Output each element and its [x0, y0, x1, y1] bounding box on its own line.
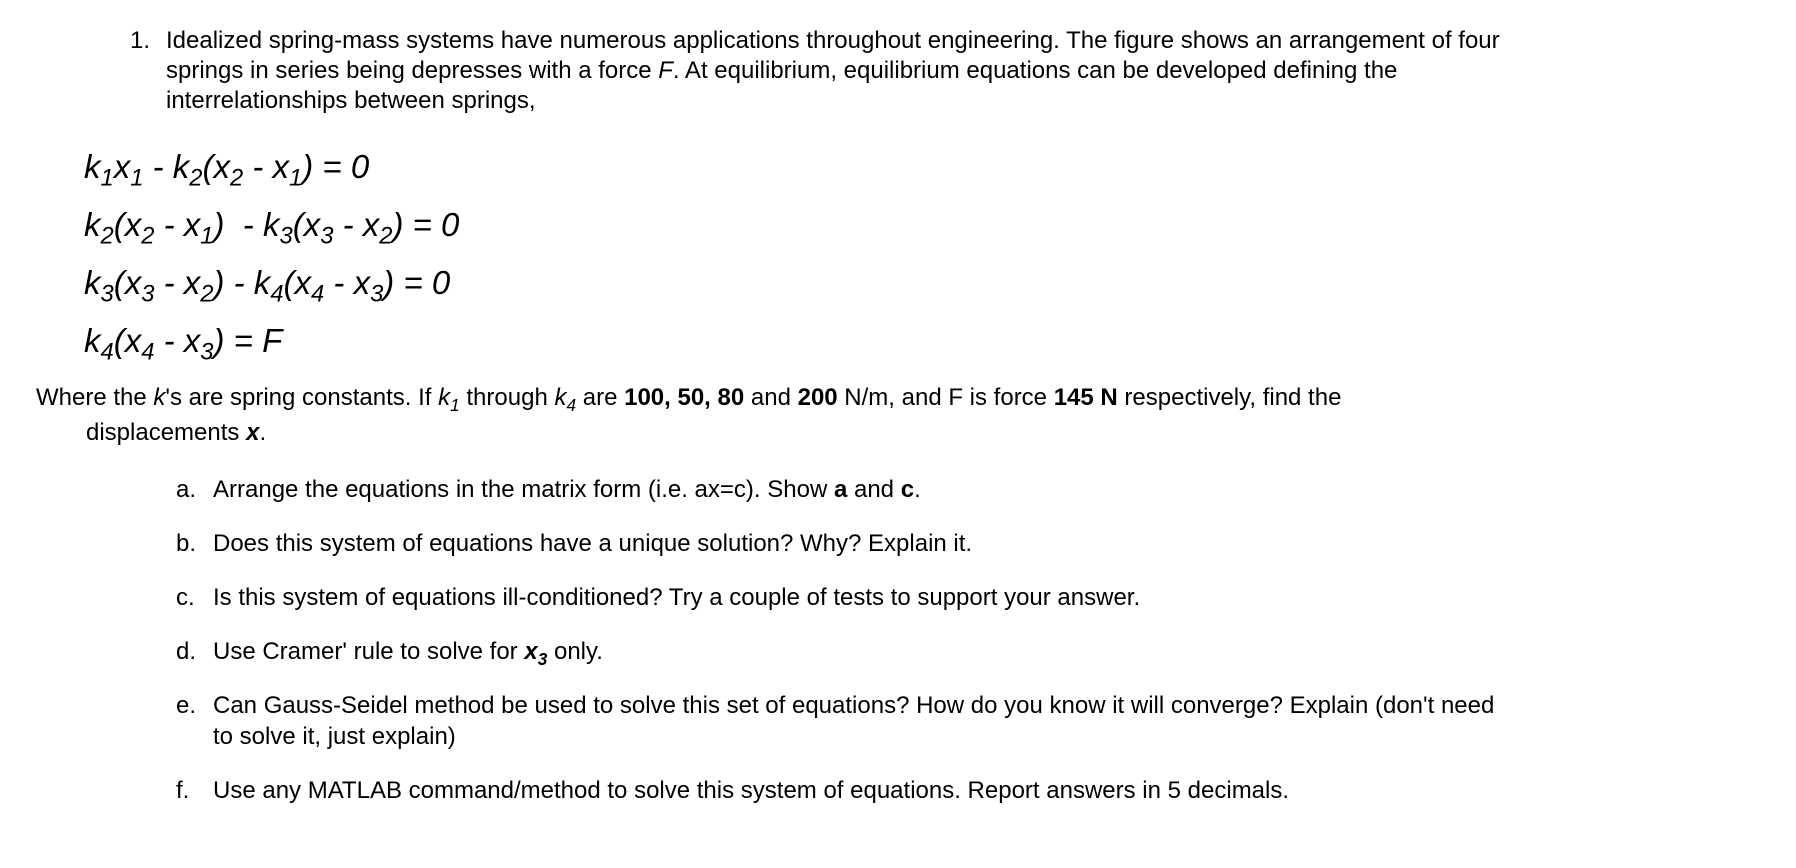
subquestion-e-marker: e.: [176, 692, 197, 719]
subquestion-a-text: Arrange the equations in the matrix form (i.e. ax=c). Show a and c.: [213, 476, 921, 503]
where-line-2: displacements x.: [86, 419, 267, 446]
problem-statement: [130, 26, 1500, 116]
subquestion-d-text: Use Cramer' rule to solve for $x_3$ only.: [213, 638, 603, 669]
subquestion-e: [176, 690, 1503, 752]
problem-number: 1.: [130, 27, 151, 54]
equation-2: $k_2(x_2 - x_1) - k_3(x_3 - x_2) = 0$: [84, 206, 460, 250]
subquestion-b-marker: b.: [176, 530, 197, 557]
where-line-1: Where the k's are spring constants. If $k_1$ through $k_4$ are 100, 50, 80 and 200 N/m, and F is force 145 N respectively, find the: [36, 384, 1342, 415]
subquestion-c-marker: c.: [176, 584, 195, 611]
equation-block: [84, 150, 459, 382]
statement-line-3: interrelationships between springs,: [166, 87, 536, 114]
subquestion-c: [176, 582, 1503, 613]
subquestion-b-text: Does this system of equations have a unique solution? Why? Explain it.: [213, 530, 973, 557]
subquestion-f: [176, 775, 1503, 806]
problem-statement-text: [166, 26, 1500, 116]
where-paragraph: [36, 382, 1341, 448]
subquestion-a: [176, 474, 1503, 505]
subquestion-d: [176, 636, 1503, 667]
statement-line-1: Idealized spring-mass systems have numerous applications throughout engineering. The figure shows an arrangement of four: [166, 27, 1500, 54]
equation-1: $k_1x_1 - k_2(x_2 - x_1) = 0$: [84, 148, 370, 192]
equation-3: $k_3(x_3 - x_2) - k_4(x_4 - x_3) = 0$: [84, 264, 451, 308]
subquestion-f-marker: f.: [176, 777, 190, 804]
subquestion-a-marker: a.: [176, 476, 197, 503]
equation-4: $k_4(x_4 - x_3) = F$: [84, 322, 283, 366]
statement-line-2: springs in series being depresses with a force F. At equilibrium, equilibrium equations can be developed defining the: [166, 57, 1398, 84]
subquestion-list: [176, 474, 1503, 829]
subquestion-c-text: Is this system of equations ill-conditioned? Try a couple of tests to support your answer.: [213, 584, 1141, 611]
subquestion-d-marker: d.: [176, 638, 197, 665]
subquestion-f-text: Use any MATLAB command/method to solve this system of equations. Report answers in 5 decimals.: [213, 777, 1290, 804]
subquestion-e-text: Can Gauss-Seidel method be used to solve this set of equations? How do you know it will converge? Explain (don't need to solve it, just explain): [213, 692, 1495, 750]
subquestion-b: [176, 528, 1503, 559]
